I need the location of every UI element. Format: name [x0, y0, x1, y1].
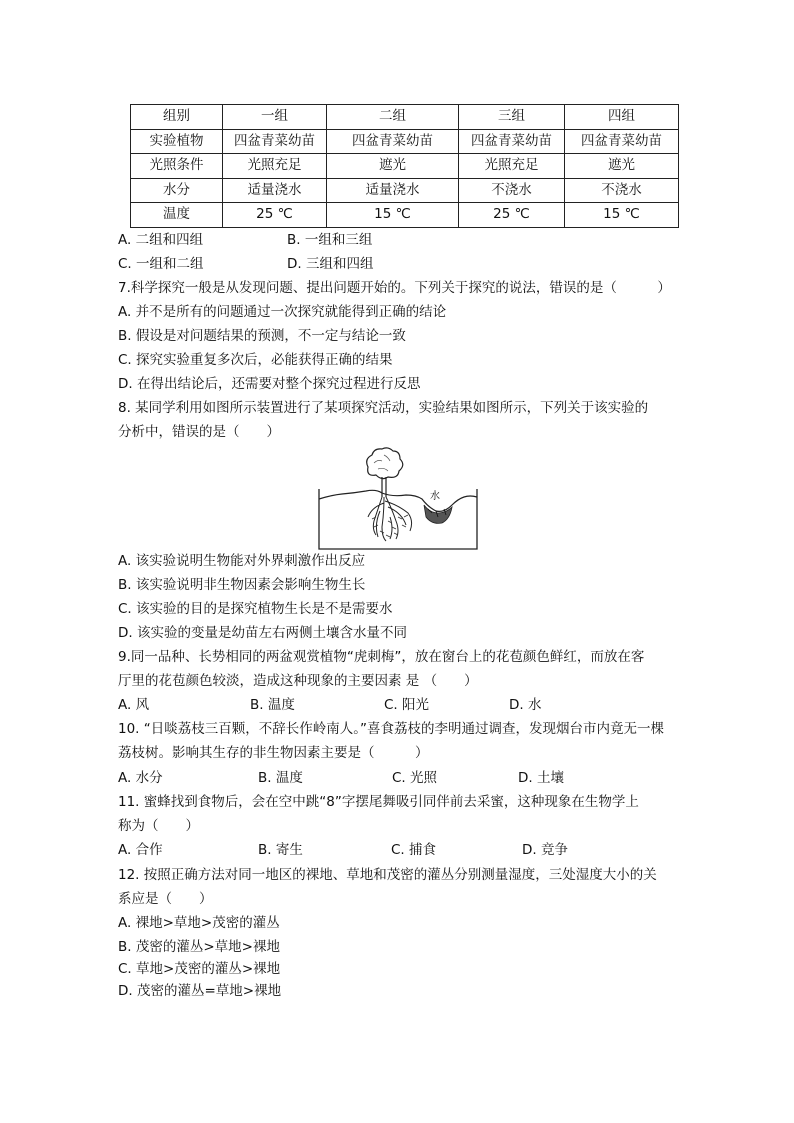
q11-option-b: B. 寄生 — [258, 842, 303, 858]
q7-option-b: B. 假设是对问题结果的预测，不一定与结论一致 — [118, 328, 406, 344]
table-row — [131, 203, 679, 228]
table-cell: 15 ℃ — [565, 203, 679, 228]
q6-option-b: B. 一组和三组 — [287, 232, 373, 248]
table-cell: 三组 — [459, 105, 565, 130]
q11-stem-line1: 11. 蜜蜂找到食物后，会在空中跳“8”字摆尾舞吸引同伴前去采蜜，这种现象在生物学上 — [118, 794, 639, 810]
q9-option-a: A. 风 — [118, 697, 150, 713]
table-cell: 遮光 — [565, 154, 679, 179]
q9-stem-line2: 厅里的花苞颜色较淡，造成这种现象的主要因素 是 （ ） — [118, 673, 478, 689]
q6-option-d: D. 三组和四组 — [287, 256, 374, 272]
q8-stem-line2: 分析中，错误的是（ ） — [118, 424, 280, 440]
q9-option-c: C. 阳光 — [384, 697, 430, 713]
table-cell: 光照充足 — [223, 154, 327, 179]
table-cell: 四盆青菜幼苗 — [565, 129, 679, 154]
q6-option-a: A. 二组和四组 — [118, 232, 204, 248]
q8-option-b: B. 该实验说明非生物因素会影响生物生长 — [118, 577, 366, 593]
q10-option-b: B. 温度 — [258, 770, 303, 786]
table-cell: 光照充足 — [459, 154, 565, 179]
table-cell: 一组 — [223, 105, 327, 130]
table-cell: 实验植物 — [131, 129, 223, 154]
q11-stem-line2: 称为（ ） — [118, 818, 199, 834]
q8-stem-line1: 8. 某同学利用如图所示装置进行了某项探究活动，实验结果如图所示，下列关于该实验的 — [118, 400, 649, 416]
table-cell: 15 ℃ — [327, 203, 459, 228]
table-cell: 不浇水 — [565, 178, 679, 203]
q12-stem-line1: 12. 按照正确方法对同一地区的裸地、草地和茂密的灌丛分别测量湿度，三处湿度大小的关 — [118, 867, 657, 883]
table-cell: 四盆青菜幼苗 — [327, 129, 459, 154]
table-row — [131, 105, 679, 130]
water-label: 水 — [430, 491, 440, 502]
q10-option-a: A. 水分 — [118, 770, 163, 786]
q10-option-d: D. 土壤 — [518, 770, 564, 786]
q8-option-c: C. 该实验的目的是探究植物生长是不是需要水 — [118, 601, 393, 617]
table-cell: 25 ℃ — [459, 203, 565, 228]
table-cell: 水分 — [131, 178, 223, 203]
table-cell: 四组 — [565, 105, 679, 130]
table-cell: 适量浇水 — [223, 178, 327, 203]
q6-option-c: C. 一组和二组 — [118, 256, 204, 272]
table-cell: 适量浇水 — [327, 178, 459, 203]
q12-stem-line2: 系应是（ ） — [118, 891, 213, 907]
q10-stem-line2: 荔枝树。影响其生存的非生物因素主要是（ ） — [118, 745, 429, 761]
q9-option-d: D. 水 — [509, 697, 542, 713]
q11-option-a: A. 合作 — [118, 842, 163, 858]
q7-option-a: A. 并不是所有的问题通过一次探究就能得到正确的结论 — [118, 304, 447, 320]
q12-option-d: D. 茂密的灌丛=草地>裸地 — [118, 983, 282, 999]
table-cell: 组别 — [131, 105, 223, 130]
q10-stem-line1: 10. “日啖荔枝三百颗，不辞长作岭南人。”喜食荔枝的李明通过调查，发现烟台市内竟无一棵 — [118, 721, 664, 737]
q11-option-d: D. 竞争 — [522, 842, 568, 858]
q12-option-a: A. 裸地>草地>茂密的灌丛 — [118, 915, 280, 931]
table-cell: 二组 — [327, 105, 459, 130]
q7-option-d: D. 在得出结论后，还需要对整个探究过程进行反思 — [118, 376, 421, 392]
table-cell: 四盆青菜幼苗 — [223, 129, 327, 154]
q7-option-c: C. 探究实验重复多次后，必能获得正确的结果 — [118, 352, 393, 368]
table-cell: 光照条件 — [131, 154, 223, 179]
q9-option-b: B. 温度 — [250, 697, 295, 713]
q12-option-c: C. 草地>茂密的灌丛>裸地 — [118, 961, 281, 977]
q11-option-c: C. 捕食 — [391, 842, 437, 858]
q8-option-d: D. 该实验的变量是幼苗左右两侧土壤含水量不同 — [118, 625, 407, 641]
table-row — [131, 178, 679, 203]
table-cell: 不浇水 — [459, 178, 565, 203]
table-cell: 遮光 — [327, 154, 459, 179]
q10-option-c: C. 光照 — [392, 770, 438, 786]
experiment-table — [130, 104, 679, 228]
q8-option-a: A. 该实验说明生物能对外界刺激作出反应 — [118, 553, 366, 569]
q12-option-b: B. 茂密的灌丛>草地>裸地 — [118, 939, 280, 955]
table-cell: 温度 — [131, 203, 223, 228]
q7-stem: 7.科学探究一般是从发现问题、提出问题开始的。下列关于探究的说法，错误的是（ ） — [118, 280, 671, 296]
plant-experiment-figure — [318, 447, 478, 551]
table-cell: 四盆青菜幼苗 — [459, 129, 565, 154]
table-cell: 25 ℃ — [223, 203, 327, 228]
q9-stem-line1: 9.同一品种、长势相同的两盆观赏植物“虎刺梅”，放在窗台上的花苞颜色鲜红，而放在客 — [118, 649, 645, 665]
table-row — [131, 154, 679, 179]
table-row — [131, 129, 679, 154]
